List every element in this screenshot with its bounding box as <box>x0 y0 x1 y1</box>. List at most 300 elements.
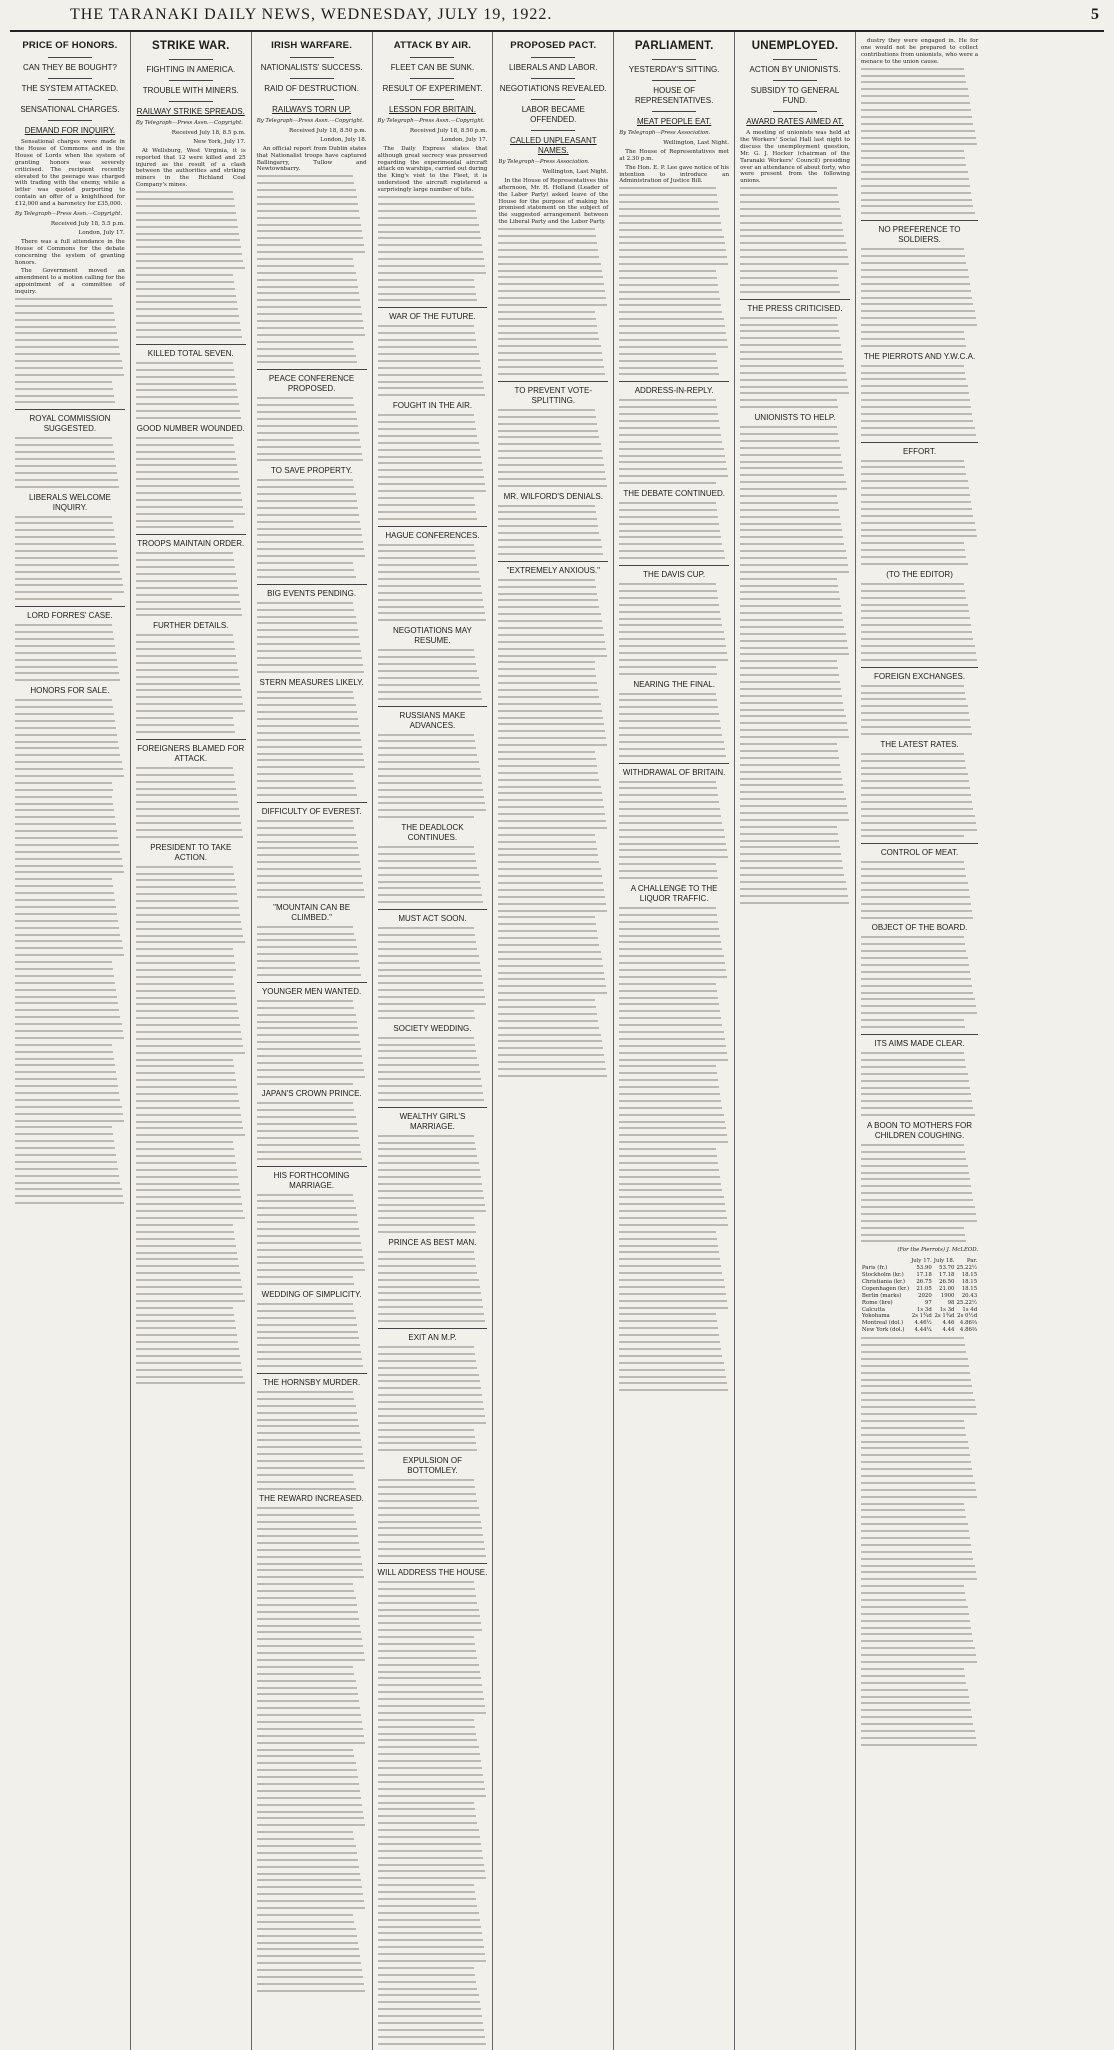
text-line <box>861 116 972 118</box>
text-line <box>136 369 234 371</box>
text-line <box>861 1689 968 1691</box>
section-heading: THE DAVIS CUP. <box>643 570 706 580</box>
text-line <box>861 1523 968 1525</box>
text-line <box>378 1387 481 1389</box>
text-line <box>861 903 971 905</box>
text-line <box>740 702 843 704</box>
text-line <box>498 655 607 657</box>
text-line <box>378 332 476 334</box>
text-line <box>378 231 480 233</box>
text-line <box>378 1657 478 1659</box>
text-line <box>619 997 718 999</box>
text-line <box>136 969 236 971</box>
text-line <box>136 295 236 297</box>
text-line <box>498 256 599 258</box>
text-line <box>861 1496 977 1498</box>
text-line <box>15 1106 122 1108</box>
text-line <box>861 1199 974 1201</box>
text-line <box>257 1866 359 1868</box>
text-line <box>257 1749 354 1751</box>
text-line <box>136 976 233 978</box>
table-row <box>861 1286 978 1293</box>
text-line <box>15 1078 117 1080</box>
text-line <box>136 669 238 671</box>
text-line <box>257 1735 365 1737</box>
text-line <box>257 1879 361 1881</box>
section-heading: LORD FORRES' CASE. <box>27 611 113 621</box>
text-line <box>136 886 236 888</box>
section-heading: BIG EVENTS PENDING. <box>267 588 357 598</box>
text-line <box>257 882 364 884</box>
text-line <box>861 875 967 877</box>
section-rule <box>378 1107 488 1108</box>
text-line <box>136 1162 236 1164</box>
text-line <box>619 1238 717 1240</box>
text-line <box>861 1178 970 1180</box>
divider <box>290 99 334 100</box>
text-line <box>861 1654 976 1656</box>
masthead <box>10 4 1104 32</box>
text-line <box>740 888 847 890</box>
text-line <box>498 786 600 788</box>
text-line <box>15 775 124 777</box>
table-cell: 4.86⅔ <box>959 1320 978 1327</box>
text-line <box>619 907 716 909</box>
divider <box>531 99 575 100</box>
text-line <box>619 550 723 552</box>
text-line <box>378 1843 481 1845</box>
text-line <box>378 578 480 580</box>
text-line <box>136 336 243 338</box>
text-line <box>498 471 605 473</box>
text-line <box>740 902 849 904</box>
text-line <box>257 203 358 205</box>
text-line <box>861 542 964 544</box>
text-line <box>378 1664 479 1666</box>
text-line <box>378 1726 476 1728</box>
text-line <box>136 573 236 575</box>
text-line <box>257 1583 354 1585</box>
section-heading: HAGUE CONFERENCES. <box>385 530 480 540</box>
text-line <box>619 755 726 757</box>
text-line <box>257 1076 366 1078</box>
text-line <box>136 1100 239 1102</box>
text-filler <box>861 861 978 918</box>
text-line <box>861 1585 964 1587</box>
text-line <box>257 1158 362 1160</box>
text-line <box>861 297 972 299</box>
text-line <box>257 1021 357 1023</box>
text-line <box>498 505 595 507</box>
table-cell: 1s 3d <box>939 1306 955 1313</box>
text-line <box>15 1140 114 1142</box>
text-line <box>861 1730 975 1732</box>
text-line <box>619 298 720 300</box>
text-line <box>498 668 595 670</box>
divider <box>773 111 817 112</box>
text-line <box>136 1286 243 1288</box>
section-heading: WEALTHY GIRL'S MARRIAGE. <box>399 1111 466 1131</box>
text-line <box>498 416 596 418</box>
text-line <box>15 920 118 922</box>
text-line <box>136 731 235 733</box>
text-line <box>378 1815 477 1817</box>
text-line <box>15 353 120 355</box>
text-line <box>498 978 605 980</box>
text-line <box>136 444 234 446</box>
text-line <box>861 1372 970 1374</box>
column-pact <box>493 32 614 2050</box>
text-line <box>257 1762 356 1764</box>
divider <box>652 111 696 112</box>
text-line <box>257 1488 356 1490</box>
text-line <box>378 360 480 362</box>
text-line <box>619 318 723 320</box>
section-heading: HONORS FOR SALE. <box>30 686 110 696</box>
text-line <box>257 1130 358 1132</box>
text-line <box>619 1072 717 1074</box>
section-heading: DIFFICULTY OF EVEREST. <box>261 806 362 816</box>
text-line <box>740 263 849 265</box>
text-line <box>378 1746 479 1748</box>
text-line <box>498 1061 605 1063</box>
article-paragraph: There was a full attendance in the House of Commons for the debate concerning the system of granting honors. <box>15 238 125 266</box>
text-line <box>378 1541 485 1543</box>
text-line <box>257 1207 356 1209</box>
text-filler <box>498 505 608 555</box>
text-line <box>619 1127 726 1129</box>
text-line <box>378 203 476 205</box>
text-line <box>740 729 848 731</box>
table-cell: 17.18 <box>916 1272 932 1279</box>
text-line <box>498 1040 601 1042</box>
text-filler <box>378 1251 488 1322</box>
text-line <box>257 1900 365 1902</box>
text-line <box>619 367 718 369</box>
text-line <box>861 659 977 661</box>
text-line <box>257 189 356 191</box>
text-line <box>861 1052 964 1054</box>
text-line <box>378 684 480 686</box>
headline: PRICE OF HONORS. <box>22 40 118 51</box>
text-line <box>378 550 476 552</box>
text-line <box>740 187 837 189</box>
text-line <box>136 281 234 283</box>
text-filler <box>619 399 729 484</box>
text-line <box>498 457 602 459</box>
text-line <box>498 430 598 432</box>
text-line <box>619 1169 719 1171</box>
section-heading: RUSSIANS MAKE ADVANCES. <box>399 710 466 730</box>
section-rule <box>257 802 367 803</box>
divider <box>773 80 817 81</box>
table-row <box>861 1272 978 1279</box>
text-line <box>861 829 977 831</box>
text-line <box>861 1093 971 1095</box>
subheadline: FLEET CAN BE SUNK. <box>390 63 475 72</box>
text-line <box>15 782 112 784</box>
text-line <box>378 1527 482 1529</box>
text-line <box>619 194 717 196</box>
text-line <box>15 823 116 825</box>
text-line <box>498 586 596 588</box>
text-line <box>378 1857 483 1859</box>
text-line <box>257 1249 362 1251</box>
text-line <box>740 447 840 449</box>
section-heading: FURTHER DETAILS. <box>153 621 229 631</box>
text-line <box>861 645 975 647</box>
text-line <box>15 1058 114 1060</box>
text-line <box>619 509 717 511</box>
table-cell: 98 <box>947 1299 955 1306</box>
text-line <box>619 1183 721 1185</box>
section-heading: A BOON TO MOTHERS FOR CHILDREN COUGHING. <box>867 1120 973 1140</box>
text-line <box>378 2022 483 2024</box>
text-line <box>257 348 355 350</box>
text-line <box>136 226 238 228</box>
text-line <box>378 387 485 389</box>
text-line <box>378 1932 482 1934</box>
text-line <box>136 997 236 999</box>
text-line <box>619 475 728 477</box>
text-line <box>498 1075 607 1077</box>
text-line <box>861 1059 965 1061</box>
text-line <box>15 734 117 736</box>
text-line <box>257 1425 359 1427</box>
text-line <box>257 1242 361 1244</box>
text-line <box>498 999 595 1001</box>
text-line <box>378 1822 478 1824</box>
text-filler <box>15 699 125 791</box>
text-line <box>136 1141 233 1143</box>
text-line <box>619 856 728 858</box>
text-line <box>257 446 361 448</box>
text-line <box>378 435 478 437</box>
text-line <box>861 205 974 207</box>
text-line <box>740 791 844 793</box>
text-line <box>498 992 607 994</box>
text-line <box>257 361 357 363</box>
text-line <box>136 580 237 582</box>
text-line <box>861 290 971 292</box>
text-line <box>136 1245 236 1247</box>
text-line <box>257 569 355 571</box>
text-line <box>257 1317 356 1319</box>
text-line <box>619 794 718 796</box>
text-line <box>619 523 719 525</box>
text-line <box>15 346 119 348</box>
text-line <box>136 1031 241 1033</box>
text-line <box>136 437 233 439</box>
text-line <box>619 1362 723 1364</box>
text-line <box>740 344 841 346</box>
text-line <box>257 182 355 184</box>
text-line <box>861 212 975 214</box>
text-line <box>619 787 717 789</box>
section-heading: HIS FORTHCOMING MARRIAGE. <box>273 1170 350 1190</box>
table-cell: Rome (lire) <box>861 1299 893 1306</box>
text-line <box>861 896 970 898</box>
text-line <box>136 403 239 405</box>
text-line <box>861 157 965 159</box>
text-line <box>740 270 837 272</box>
text-line <box>257 1673 355 1675</box>
text-line <box>498 546 601 548</box>
text-line <box>619 983 716 985</box>
text-line <box>740 812 848 814</box>
text-line <box>257 794 357 796</box>
text-line <box>257 1659 366 1661</box>
text-line <box>619 373 719 375</box>
table-cell: 26.50 <box>939 1278 955 1285</box>
text-line <box>257 1687 357 1689</box>
text-line <box>136 1024 240 1026</box>
text-line <box>498 1068 606 1070</box>
divider <box>531 57 575 58</box>
text-filler <box>15 437 125 487</box>
text-line <box>378 2029 485 2031</box>
text-line <box>257 1331 358 1333</box>
text-line <box>861 753 964 755</box>
text-line <box>257 691 354 693</box>
text-filler <box>257 1391 367 1489</box>
divider <box>290 78 334 79</box>
text-line <box>861 787 970 789</box>
text-line <box>619 1279 723 1281</box>
text-line <box>861 801 972 803</box>
text-line <box>378 1802 475 1804</box>
text-line <box>136 689 241 691</box>
text-line <box>15 638 114 640</box>
subheadline: AWARD RATES AIMED AT. <box>746 117 844 126</box>
text-line <box>861 1592 965 1594</box>
text-line <box>378 462 482 464</box>
text-line <box>15 536 115 538</box>
text-line <box>619 222 721 224</box>
text-filler <box>378 1037 488 1101</box>
text-filler <box>257 397 367 461</box>
text-line <box>861 719 970 721</box>
text-filler <box>257 820 367 898</box>
text-line <box>15 543 116 545</box>
text-line <box>498 944 599 946</box>
text-line <box>378 809 487 811</box>
text-line <box>861 652 976 654</box>
text-line <box>136 308 238 310</box>
text-line <box>498 758 596 760</box>
text-line <box>136 683 240 685</box>
text-line <box>378 1394 482 1396</box>
text-line <box>257 1432 360 1434</box>
text-line <box>15 550 117 552</box>
text-line <box>619 1093 720 1095</box>
text-line <box>136 417 241 419</box>
section-rule <box>861 667 978 668</box>
text-filler <box>257 1194 367 1286</box>
text-line <box>861 985 972 987</box>
text-line <box>378 1753 480 1755</box>
text-line <box>619 935 720 937</box>
text-line <box>257 459 364 461</box>
text-line <box>498 325 597 327</box>
headline: ATTACK BY AIR. <box>393 40 472 51</box>
text-line <box>257 1194 354 1196</box>
text-line <box>498 641 605 643</box>
text-filler <box>498 579 608 664</box>
section-heading: "MOUNTAIN CAN BE CLIMBED." <box>273 902 351 922</box>
text-line <box>619 346 728 348</box>
text-line <box>619 1189 722 1191</box>
text-line <box>378 677 479 679</box>
text-line <box>619 877 718 879</box>
text-line <box>136 383 236 385</box>
text-line <box>861 283 970 285</box>
article-paragraph: At Wellsburg, West Virginia, it is reported that 12 were killed and 25 injured as the result of a clash between the authorities and striking miners in the Richland Coal Company's mines. <box>135 147 246 189</box>
text-line <box>15 298 112 300</box>
text-line <box>257 1419 358 1421</box>
text-line <box>740 256 848 258</box>
text-line <box>378 1926 481 1928</box>
text-line <box>861 1358 968 1360</box>
text-line <box>740 771 841 773</box>
text-line <box>257 258 354 260</box>
text-line <box>378 2001 480 2003</box>
section-heading: FOREIGNERS BLAMED FOR ATTACK. <box>137 743 245 763</box>
text-line <box>378 1380 480 1382</box>
table-cell: Calcutta <box>861 1306 886 1313</box>
text-line <box>257 889 365 891</box>
section-heading: NEARING THE FINAL. <box>633 679 715 689</box>
text-line <box>861 123 974 125</box>
text-line <box>15 975 114 977</box>
table-cell: Montreal (dol.) <box>861 1320 904 1327</box>
text-line <box>257 224 361 226</box>
column-unemployed <box>735 32 856 2050</box>
text-line <box>257 528 361 530</box>
text-line <box>861 466 965 468</box>
text-line <box>861 529 976 531</box>
section-heading: NO PREFERENCE TO SOLDIERS. <box>878 225 961 245</box>
text-filler <box>378 1135 488 1233</box>
text-line <box>378 571 479 573</box>
text-line <box>498 792 601 794</box>
text-line <box>861 1702 970 1704</box>
headline: PROPOSED PACT. <box>510 40 597 51</box>
text-line <box>15 989 116 991</box>
text-line <box>861 1606 968 1608</box>
text-line <box>136 471 238 473</box>
text-line <box>619 808 720 810</box>
text-line <box>619 516 718 518</box>
subheadline: NATIONALISTS' SUCCESS. <box>260 63 363 72</box>
text-line <box>861 130 975 132</box>
text-line <box>15 584 123 586</box>
text-line <box>15 486 119 488</box>
text-line <box>378 476 485 478</box>
text-line <box>861 1406 976 1408</box>
text-line <box>15 1113 123 1115</box>
text-line <box>619 1320 717 1322</box>
text-line <box>378 196 475 198</box>
text-line <box>861 535 977 537</box>
article-paragraph: The House of Representatives met at 2.30 p.m. <box>619 148 730 162</box>
text-line <box>378 1514 480 1516</box>
article-paragraph: An official report from Dublin states that Nationalist troops have captured Ballingarry, Tullow and Newtownbarry. <box>256 145 367 173</box>
section-heading: TO SAVE PROPERTY. <box>271 466 353 476</box>
text-line <box>257 1769 357 1771</box>
text-line <box>136 662 237 664</box>
text-line <box>498 518 597 520</box>
